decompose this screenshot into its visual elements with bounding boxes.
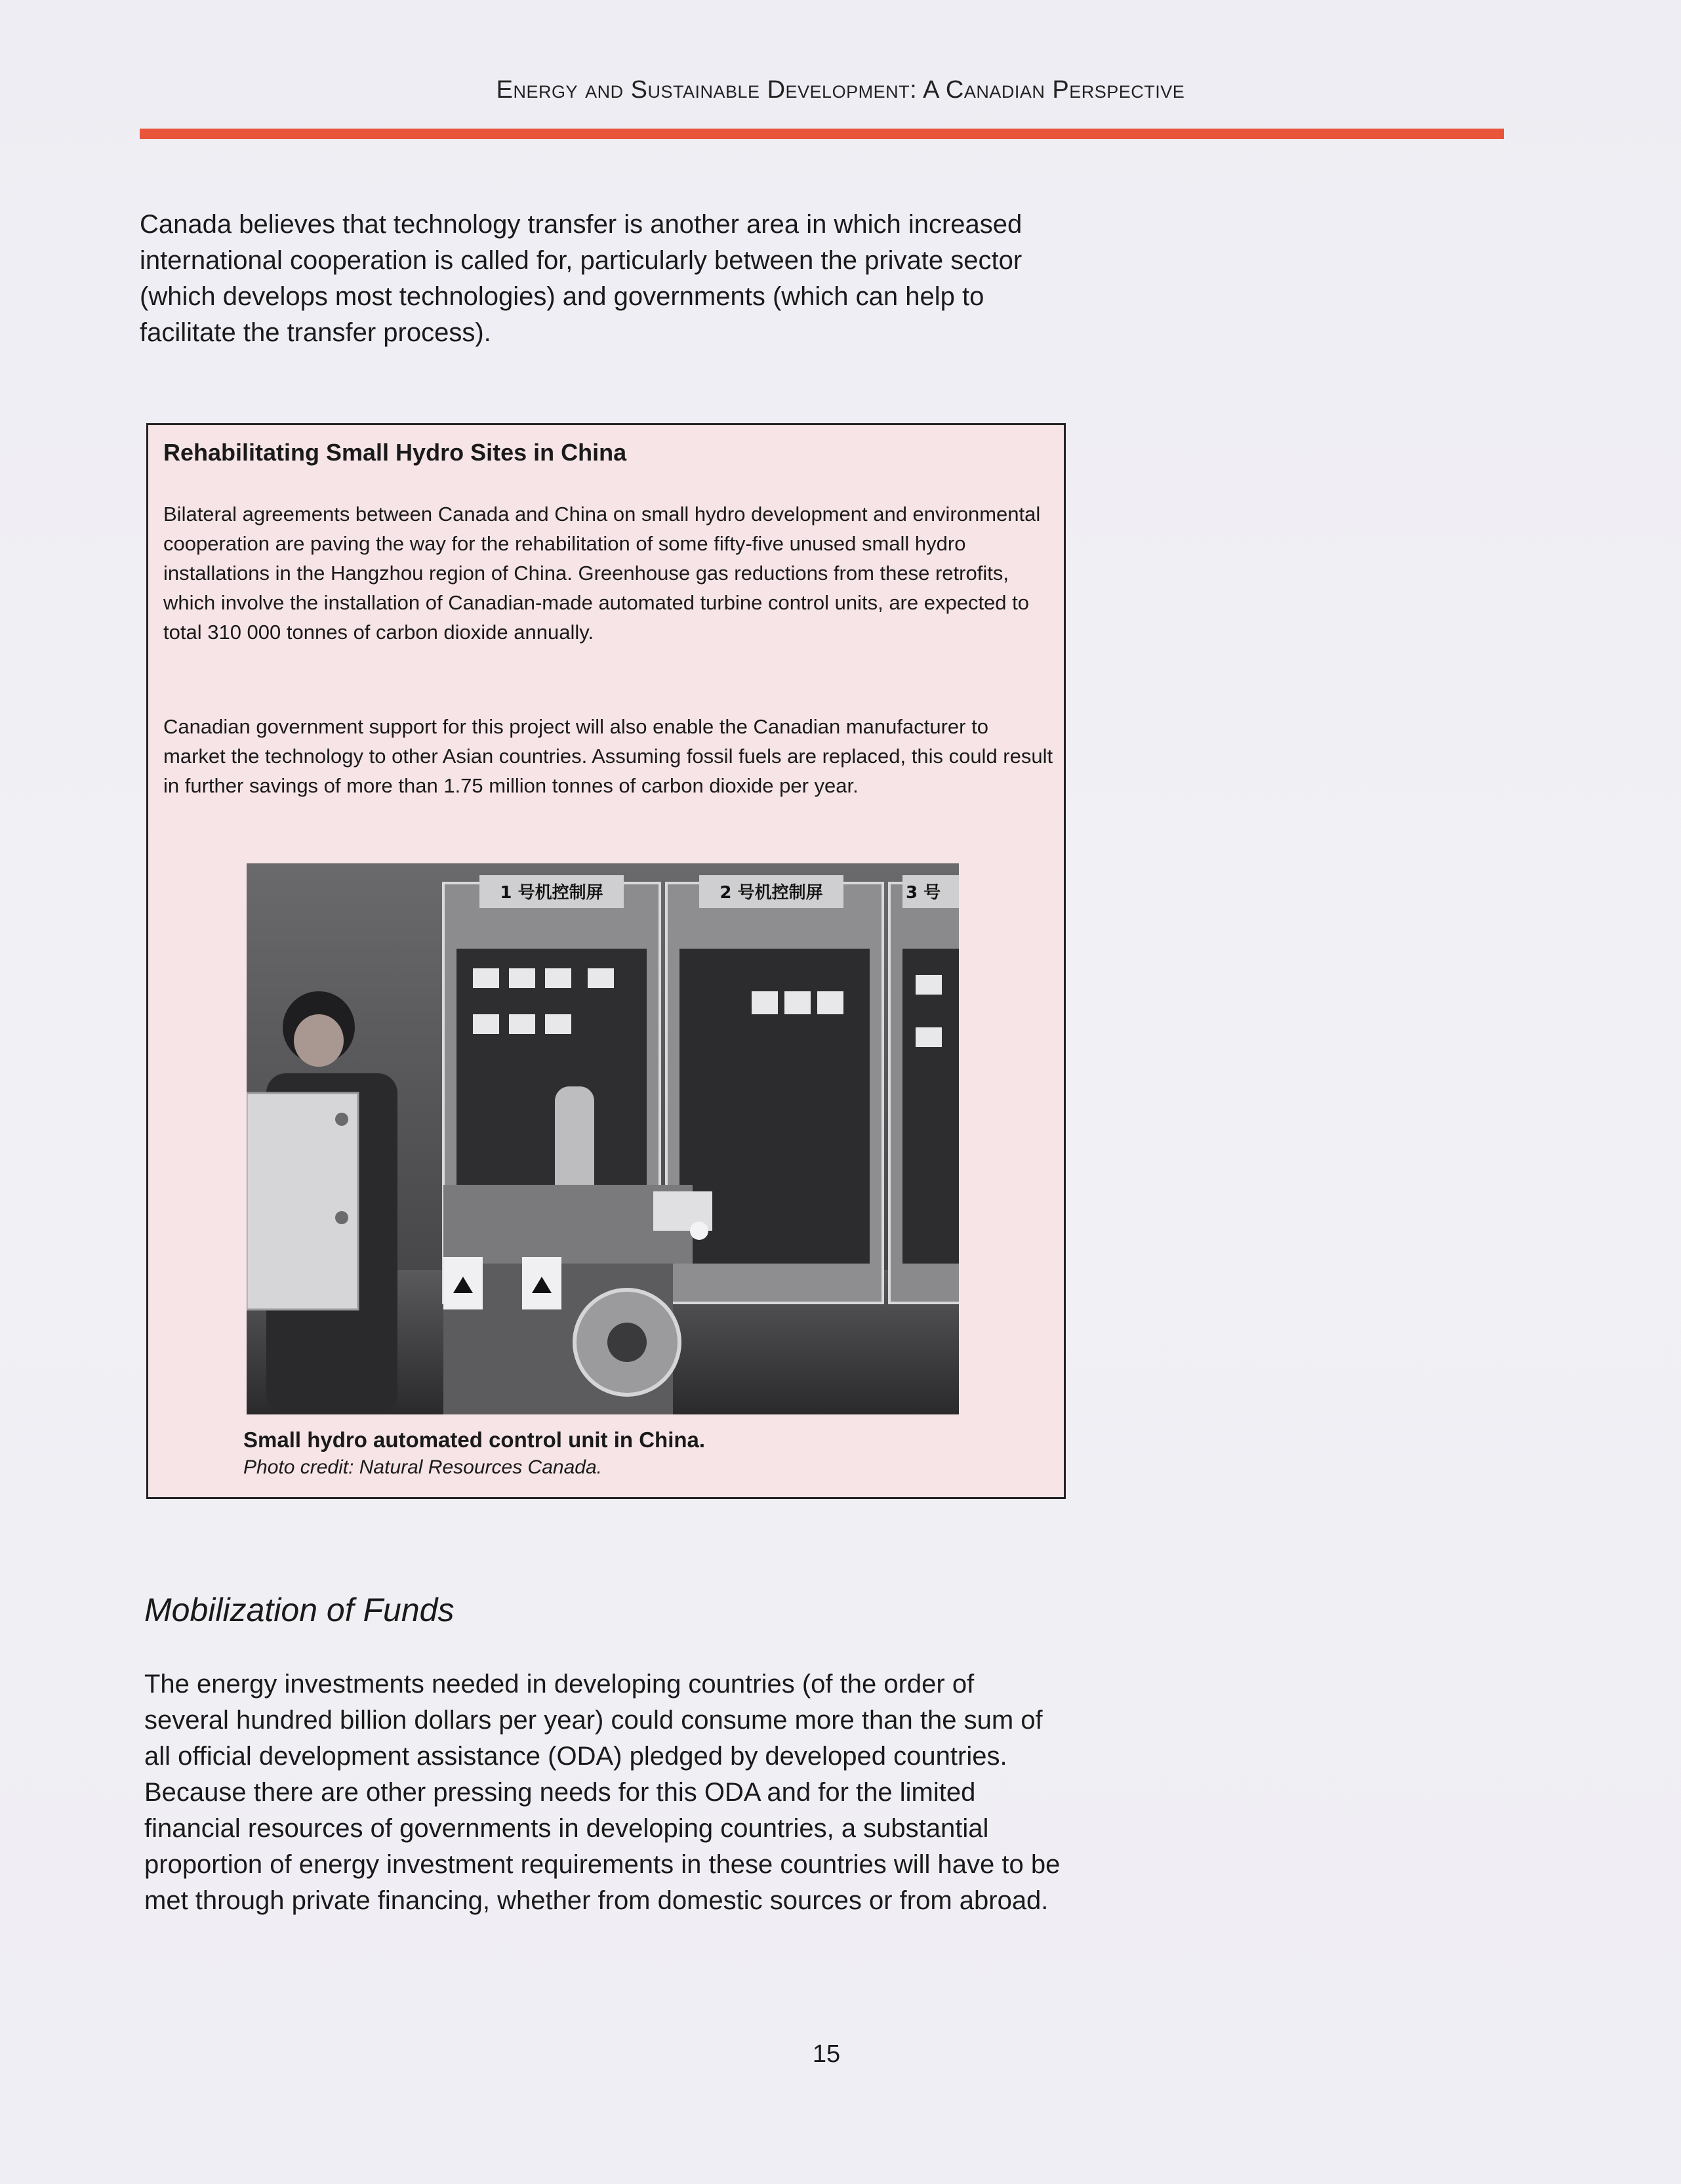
photo-caption-block: [243, 1426, 965, 1481]
photo-credit: Photo credit: Natural Resources Canada.: [243, 1456, 602, 1478]
case-study-sidebar: [146, 423, 1066, 1499]
sidebar-paragraph-2: Canadian government support for this project will also enable the Canadian manufacturer to market the technology to other Asian countries. Assuming fossil fuels are replaced, this could result in further savings of more than 1.75 million tonnes of carbon dioxide per year.: [163, 715, 1053, 797]
header-rule: [140, 129, 1504, 139]
panel-label-1: 1 号机控制屏: [500, 883, 603, 903]
panel-label-2: 2 号机控制屏: [719, 883, 823, 903]
sidebar-title: Rehabilitating Small Hydro Sites in China: [163, 439, 627, 466]
control-unit-illustration: [247, 863, 959, 1414]
photo-caption: Small hydro automated control unit in China.: [243, 1428, 706, 1452]
panel-label-3: 3 号: [906, 883, 941, 903]
intro-paragraph: Canada believes that technology transfer is another area in which increased international cooperation is called for, particularly between the private sector (which develops most technologies) and governments (which can help to facilitate the transfer process).: [140, 210, 1023, 347]
section-heading: Mobilization of Funds: [144, 1592, 455, 1628]
section-paragraph: The energy investments needed in developing countries (of the order of several hundred billion dollars per year) could consume more than the sum of all official development assistance (ODA) pledged by developed countries. Because there are other pressing needs for this ODA and for the limited financial resources of governments in developing countries, a substantial proportion of energy investment requirements in these countries will have to be met through private financing, whether from domestic sources or from abroad.: [144, 1670, 1061, 1915]
sidebar-paragraph-1: Bilateral agreements between Canada and China on small hydro development and environmental cooperation are paving the way for the rehabilitation of some fifty-five unused small hydro installations in the Hangzhou region of China. Greenhouse gas reductions from these retrofits, which involve the installation of Canadian-made automated turbine control units, are expected to total 310 000 tonnes of carbon dioxide annually.: [163, 503, 1041, 644]
page-number: 15: [812, 2040, 841, 2068]
control-unit-photo: [247, 863, 959, 1414]
running-header: Energy and Sustainable Development: A Canadian Perspective: [496, 76, 1185, 104]
